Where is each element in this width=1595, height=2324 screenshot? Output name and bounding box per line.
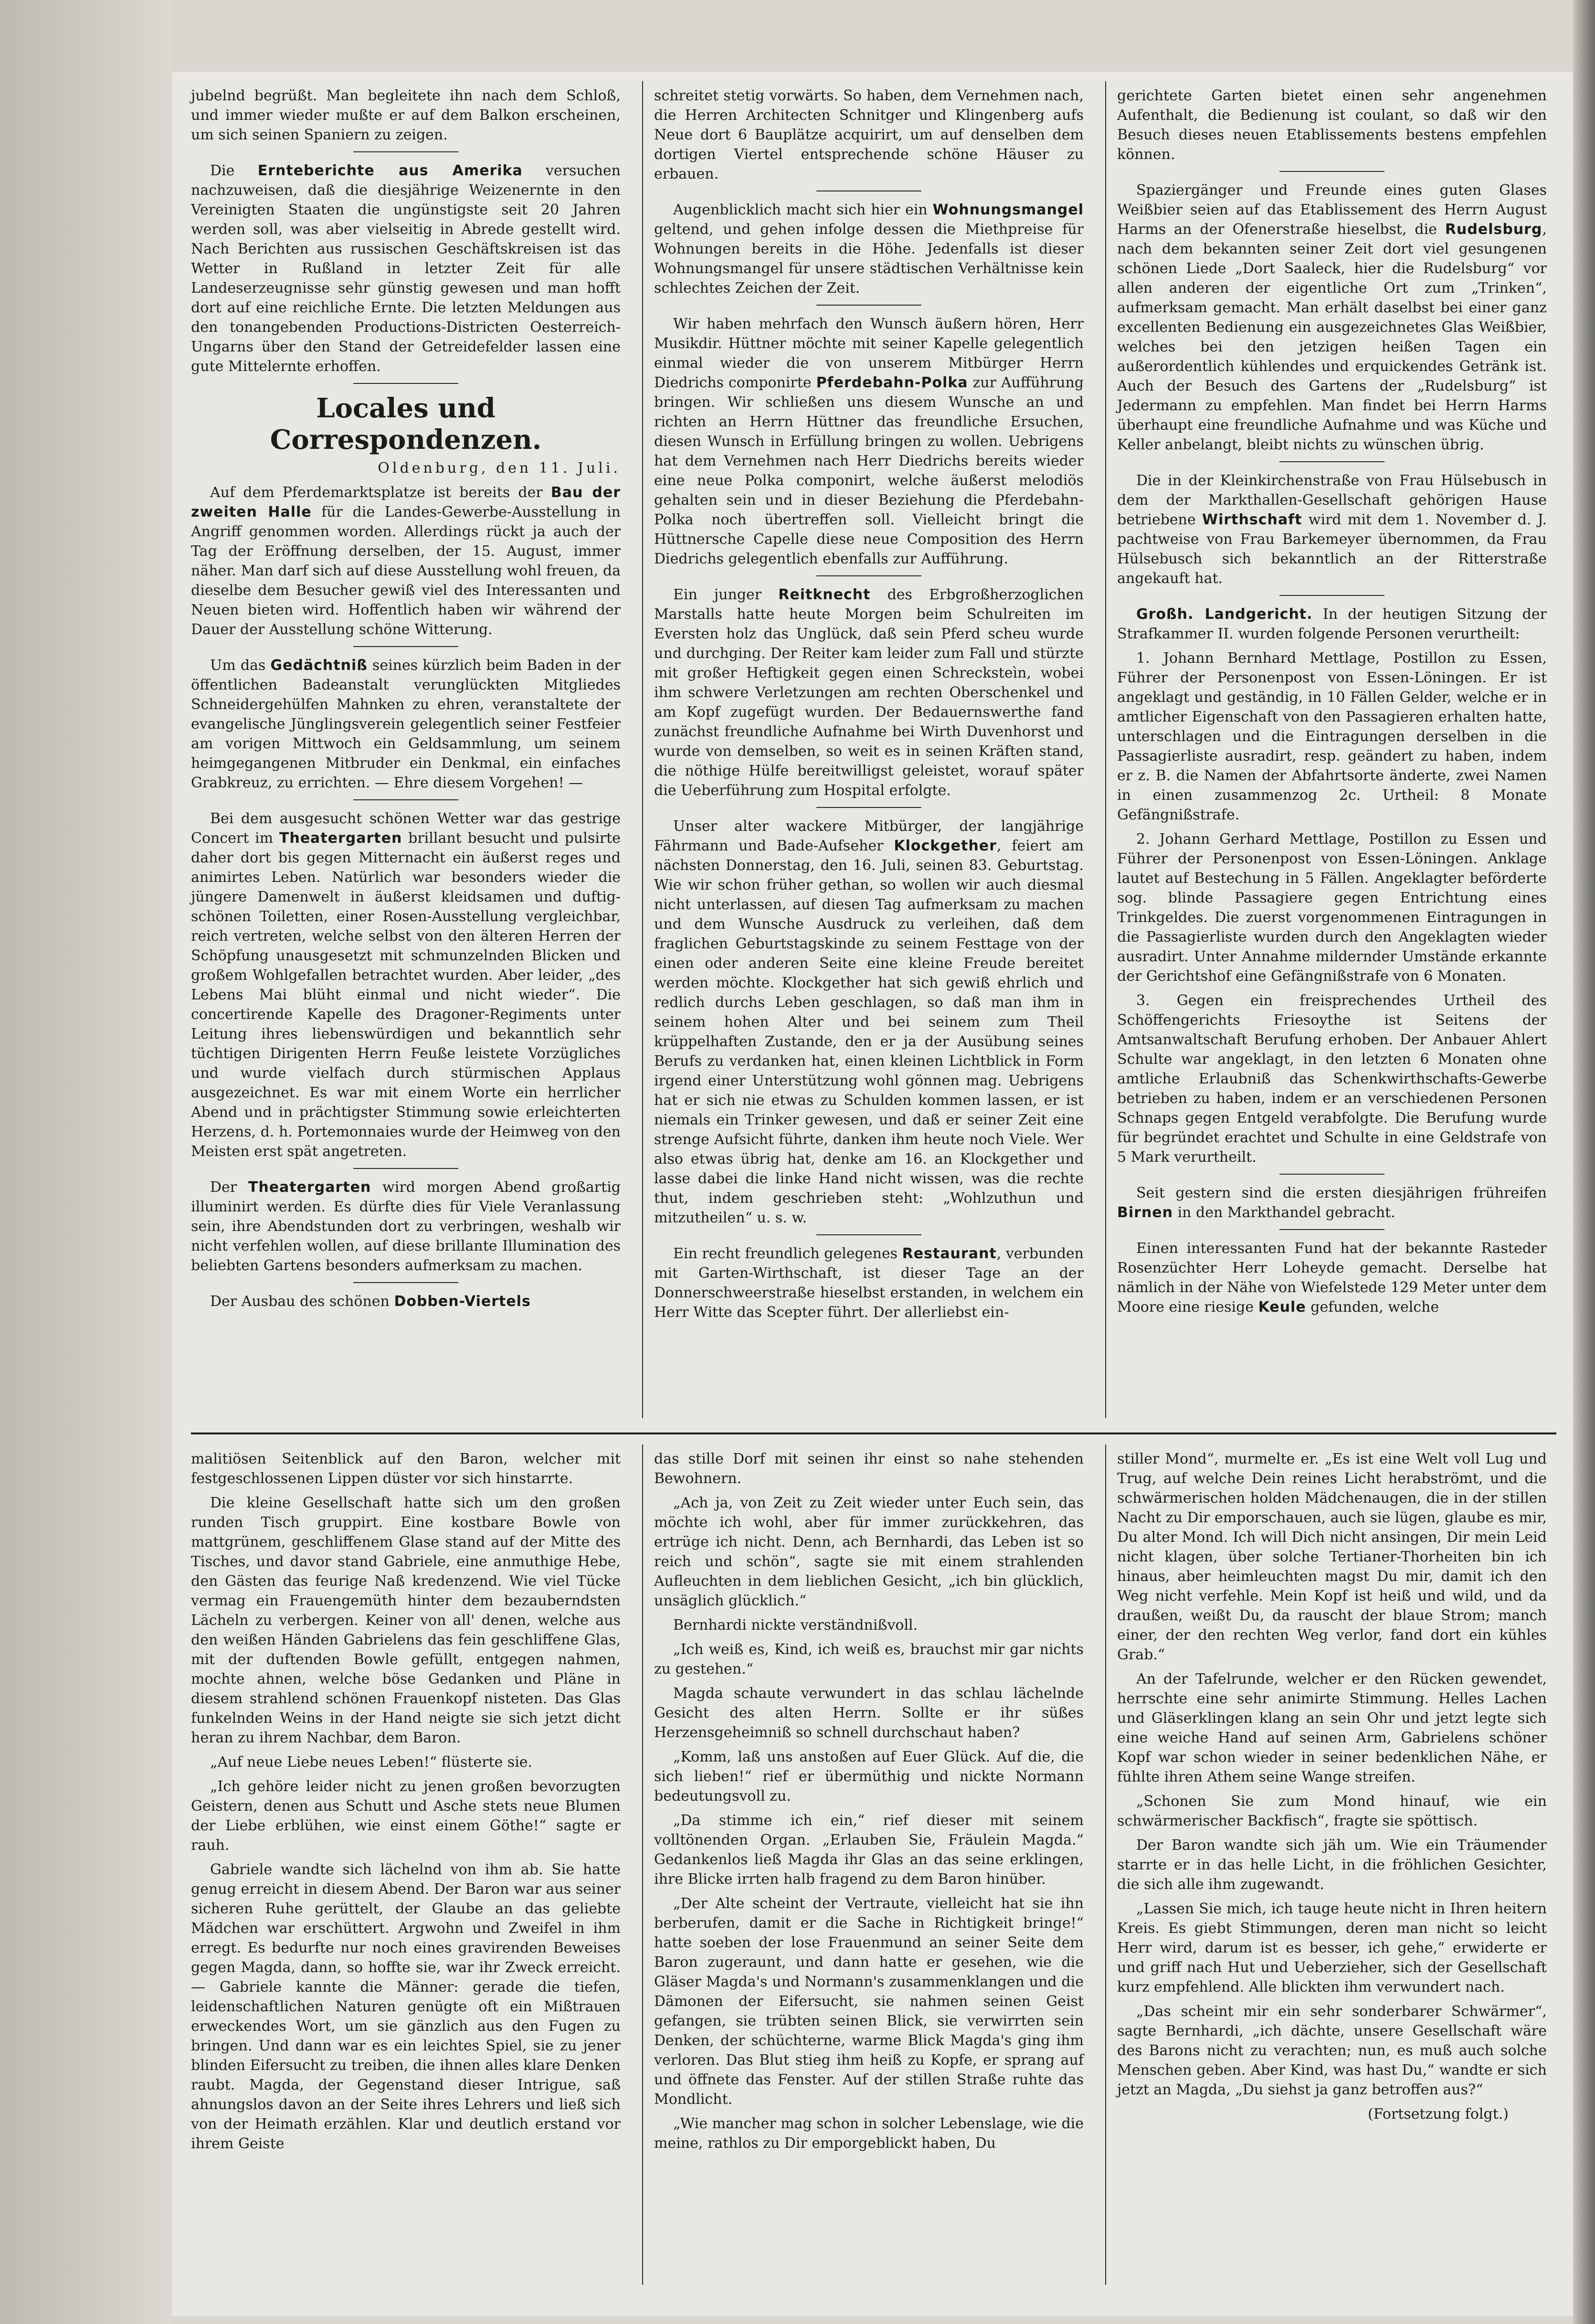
feuilleton-column-1 xyxy=(191,1449,621,2158)
column-rule xyxy=(1105,81,1106,1418)
paragraph: Die kleine Gesellschaft hatte sich um den großen runden Tisch gruppirt. Eine kostbare Bowle von mattgrünem, geschliffenem Glase stand auf der Mitte des Tisches, und davor stand Gabriele, eine anmuthige Hebe, den Gästen das feurige Naß kredenzend. Wie viel Tücke vermag ein Frauengemüth hinter dem bezauberndsten Lächeln zu verbergen. Keiner von all' denen, welche aus den weißen Händen Gabrielens das fein geschliffene Glas, mit der duftenden Bowle gefüllt, entgegen nahmen, mochte ahnen, welche böse Gedanken und Pläne in diesem strahlend schönen Frauenkopf nisteten. Das Glas funkelnden Weins in der Hand neigte sie sich jetzt dicht heran zu ihrem Nachbar, dem Baron. xyxy=(191,1495,621,1746)
paragraph: „Ich weiß es, Kind, ich weiß es, brauchst mir gar nichts zu gestehen.“ xyxy=(654,1641,1084,1677)
paragraph: Spaziergänger und Freunde eines guten Glases Weißbier seien auf das Etablissement des Herrn August Harms an der Ofenerstraße hieselbst, die Rudelsburg, nach dem bekannten seiner Zeit dort viel gesungenen schönen Liede „Dort Saaleck, hier die Rudelsburg“ vor allen anderen der eigentliche Ort zum „Trinken“, aufmerksam gemacht. Man erhält daselbst bei einer ganz excellenten Bedienung ein ausgezeichnetes Glas Weißbier, welches bei den jetzigen heißen Tagen ein außerordentlich kühlendes und erquickendes Getränk ist. Auch der Besuch des Gartens der „Rudelsburg“ ist Jedermann zu empfehlen. Man findet bei Herrn Harms überhaupt eine freundliche Aufnahme und was Küche und Keller anbelangt, bleibt nichts zu wünschen übrig. xyxy=(1117,182,1547,453)
paragraph: Wir haben mehrfach den Wunsch äußern hören, Herr Musikdir. Hüttner möchte mit seiner Kapelle gelegentlich einmal wieder die von unserem Mitbürger Herrn Diedrichs componirte Pferdebahn-Polka zur Aufführung bringen. Wir schließen uns diesem Wunsche an und richten an Herrn Hüttner das freundliche Ersuchen, diesen Wunsch in Erfüllung bringen zu wollen. Uebrigens hat dem Vernehmen nach Herr Diedrichs bereits wieder eine neue Polka componirt, welche äußerst melodiös gehalten sein und in dieser Beziehung die Pferdebahn-Polka noch übertreffen soll. Vielleicht bringt die Hüttnersche Capelle diese neue Composition des Herrn Diedrichs gelegentlich ebenfalls zur Aufführung. xyxy=(654,316,1084,567)
feuilleton-rule xyxy=(191,1433,1556,1434)
paragraph: Gabriele wandte sich lächelnd von ihm ab. Sie hatte genug erreicht in diesem Abend. Der Baron war aus seiner sicheren Ruhe gerüttelt, der Glaube an das geliebte Mädchen war erschüttert. Argwohn und Zweifel in ihm erregt. Es bedurfte nur noch eines gravirenden Beweises gegen Magda, dann, so hoffte sie, war ihr Zweck erreicht. — Gabriele kannte die Männer: gerade die tiefen, leidenschaftlichen Naturen genügte oft ein Mißtrauen erweckendes Wort, um sie gänzlich aus den Fugen zu bringen. Und dann war es ein leichtes Spiel, sie zu jener blinden Eifersucht zu treiben, die ihnen alles klare Denken raubt. Magda, der Gegenstand dieser Intrigue, saß ahnungslos davon an der Seite ihres Lehrers und ließ sich von der Heimath erzählen. Klar und deutlich erstand vor ihrem Geiste xyxy=(191,1861,621,2152)
paragraph: Einen interessanten Fund hat der bekannte Rasteder Rosenzüchter Herr Loheyde gemacht. Derselbe hat nämlich in der Nähe von Wiefelstede 129 Meter unter dem Moore eine riesige Keule gefunden, welche xyxy=(1117,1240,1547,1316)
paragraph: Der Theatergarten wird morgen Abend großartig illuminirt werden. Es dürfte dies für Viele Veranlassung sein, ihre Abendstunden dort zu verbringen, weshalb wir nicht verfehlen wollen, auf diese brillante Illumination des beliebten Gartens besonders aufmerksam zu machen. xyxy=(191,1179,621,1274)
paragraph: gerichtete Garten bietet einen sehr angenehmen Aufenthalt, die Bedienung ist coulant, so daß wir den Besuch dieses neuen Etablissements bestens empfehlen können. xyxy=(1117,87,1547,163)
paragraph: „Komm, laß uns anstoßen auf Euer Glück. Auf die, die sich lieben!“ rief er übermüthig und nickte Normann bedeutungsvoll zu. xyxy=(654,1749,1084,1804)
paragraph: schreitet stetig vorwärts. So haben, dem Vernehmen nach, die Herren Architecten Schnitger und Klingenberg aufs Neue dort 6 Bauplätze acquirirt, um auf denselben dem dortigen Viertel entsprechende schöne Häuser zu erbauen. xyxy=(654,87,1084,182)
column-rule xyxy=(1105,1444,1106,2285)
page-edge xyxy=(1573,0,1595,2324)
paragraph: „Da stimme ich ein,“ rief dieser mit seinem volltönenden Organ. „Erlauben Sie, Fräulein Magda.“ Gedankenlos ließ Magda ihr Glas an das seine erklingen, ihre Blicke irrten halb fragend zu dem Baron hinüber. xyxy=(654,1812,1084,1888)
paragraph: Die Ernteberichte aus Amerika versuchen nachzuweisen, daß die diesjährige Weizenernte in den Vereinigten Staaten die ungünstigste seit 20 Jahren werden soll, was aber vielseitig in Abrede gestellt wird. Nach Berichten aus russischen Geschäftskreisen ist das Wetter in Rußland in letzter Zeit für alle Landeserzeugnisse sehr günstig gewesen und man hofft dort auf eine reichliche Ernte. Die letzten Meldungen aus den tonangebenden Productions-Districten Oesterreich-Ungarns über den Stand der Getreidefelder lassen eine gute Mittelernte erhoffen. xyxy=(191,162,621,375)
separator xyxy=(1279,595,1384,596)
separator xyxy=(353,799,458,800)
paragraph: „Lassen Sie mich, ich tauge heute nicht in Ihren heitern Kreis. Es giebt Stimmungen, deren man nicht so leicht Herr wird, darum ist es besser, ich gehe,“ erwiderte er und griff nach Hut und Ueberzieher, sich der Gesellschaft kurz empfehlend. Alle blickten ihm verwundert nach. xyxy=(1117,1900,1547,1995)
paragraph: „Wie mancher mag schon in solcher Lebenslage, wie die meine, rathlos zu Dir emporgeblickt haben, Du xyxy=(654,2115,1084,2152)
separator xyxy=(1279,171,1384,172)
paragraph: Ein recht freundlich gelegenes Restaurant, verbunden mit Garten-Wirthschaft, ist dieser Tage an der Donnerschweerstraße hieselbst erstanden, in welchem ein Herr Witte das Scepter führt. Der allerliebst ein- xyxy=(654,1245,1084,1321)
paragraph: malitiösen Seitenblick auf den Baron, welcher mit festgeschlossenen Lippen düster vor sich hinstarrte. xyxy=(191,1451,621,1487)
separator xyxy=(353,1282,458,1283)
separator xyxy=(1279,1174,1384,1175)
separator xyxy=(816,807,921,808)
paragraph: Um das Gedächtniß seines kürzlich beim Baden in der öffentlichen Badeanstalt verunglückten Mitgliedes Schneidergehülfen Mahnken zu ehren, veranstaltete der evangelische Jünglingsverein gelegentlich seiner Festfeier am vorigen Mittwoch ein Geldsammlung, um seinem heimgegangenen Mitbruder ein Denkmal, ein einfaches Grabkreuz, zu errichten. — Ehre diesem Vorgehen! — xyxy=(191,657,621,791)
paragraph: Der Baron wandte sich jäh um. Wie ein Träumender starrte er in das helle Licht, in die fröhlichen Gesichter, die sich alle ihm zugewandt. xyxy=(1117,1837,1547,1893)
paragraph: Augenblicklich macht sich hier ein Wohnungsmangel geltend, und gehen infolge dessen die Miethpreise für Wohnungen bereits in die Höhe. Jedenfalls ist dieser Wohnungsmangel für unsere städtischen Verhältnisse kein schlechtes Zeichen der Zeit. xyxy=(654,202,1084,297)
paragraph: 2. Johann Gerhard Mettlage, Postillon zu Essen und Führer der Personenpost von Essen-Löningen. Anklage lautet auf Bestechung in 5 Fällen. Angeklagter beförderte sog. blinde Passagiere gegen Entrichtung eines Trinkgeldes. Die zuerst vorgenommenen Eintragungen in die Passagierliste wurden durch den Angeklagten wieder ausradirt. Unter Annahme mildernder Umstände erkannte der Gerichtshof eine Gefängnißstrafe von 6 Monaten. xyxy=(1117,831,1547,985)
paragraph: Seit gestern sind die ersten diesjährigen frühreifen Birnen in den Markthandel gebracht. xyxy=(1117,1185,1547,1221)
feuilleton-column-2 xyxy=(654,1449,1084,2158)
paragraph: „Ach ja, von Zeit zu Zeit wieder unter Euch sein, das möchte ich wohl, aber für immer zurückkehren, das ertrüge ich nicht. Denn, ach Bernhardi, das Leben ist so reich und schön“, sagte sie mit einem strahlenden Aufleuchten in dem lieblichen Gesicht, „ich bin glücklich, unsäglich glücklich.“ xyxy=(654,1495,1084,1609)
paragraph: „Schonen Sie zum Mond hinauf, wie ein schwärmerischer Backfisch“, fragte sie spöttisch. xyxy=(1117,1793,1547,1829)
book-spine xyxy=(0,0,172,2324)
paragraph: „Ich gehöre leider nicht zu jenen großen bevorzugten Geistern, denen aus Schutt und Asche stets neue Blumen der Liebe erblühen, wie einst einem Göthe!“ sagte er rauh. xyxy=(191,1778,621,1854)
paragraph: Bei dem ausgesucht schönen Wetter war das gestrige Concert im Theatergarten brillant besucht und pulsirte daher dort bis gegen Mitternacht ein äußerst reges und animirtes Leben. Natürlich war besonders wieder die jüngere Damenwelt in äußerst kleidsamen und duftig-schönen Toiletten, einer Rosen-Ausstellung vergleichbar, reich vertreten, welche selbst von den älteren Herren der Schöpfung unausgesetzt mit schmunzelnden Blicken und großem Wohlgefallen betrachtet wurden. Aber leider, „des Lebens Mai blüht einmal und nicht wieder“. Die concertirende Kapelle des Dragoner-Regiments unter Leitung ihres liebenswürdigen und bekanntlich sehr tüchtigen Dirigenten Herrn Feuße leistete Vorzügliches und wurde vielfach durch stürmischen Applaus ausgezeichnet. Es war mit einem Worte ein herrlicher Abend und in prächtigster Stimmung sowie erleichterten Herzens, d. h. Portemonnaies wurde der Heimweg von den Meisten erst spät angetreten. xyxy=(191,810,621,1160)
column-rule xyxy=(642,1444,643,2285)
paragraph: Der Ausbau des schönen Dobben-Viertels xyxy=(210,1293,531,1310)
separator xyxy=(816,575,921,576)
separator xyxy=(353,1168,458,1169)
newspaper-page xyxy=(172,72,1585,2316)
column-rule xyxy=(642,81,643,1418)
paragraph: Ein junger Reitknecht des Erbgroßherzoglichen Marstalls hatte heute Morgen beim Schulreiten im Eversten holz das Unglück, daß sein Pferd scheu wurde und durchging. Der Reiter kam leider zum Fall und stürzte mit großer Heftigkeit gegen einen Schrecksteìn, wobei ihm schwere Verletzungen am rechten Oberschenkel und am Kopf zugefügt wurden. Der Bedauernswerthe fand zunächst freundliche Aufnahme bei Wirth Duvenhorst und wurde von demselben, so weit es in seinen Kräften stand, die nöthige Hülfe bereitwilligst geleistet, worauf später die Ueberführung zum Hospital erfolgte. xyxy=(654,586,1084,799)
paragraph: Auf dem Pferdemarktsplatze ist bereits der Bau der zweiten Halle für die Landes-Gewerbe-Ausstellung in Angriff genommen worden. Allerdings rückt ja auch der Tag der Eröffnung derselben, der 15. August, immer näher. Man darf sich auf diese Ausstellung wohl freuen, da dieselbe dem Besucher gewiß viel des Interessanten und Neuen bieten wird. Hoffentlich haben wir während der Dauer der Ausstellung schöne Witterung. xyxy=(191,484,621,638)
paragraph: „Der Alte scheint der Vertraute, vielleicht hat sie ihn berberufen, damit er die Sache in Richtigkeit bringe!“ hatte soeben der lose Frauenmund an seiner Seite dem Baron zugeraunt, und dann hatte er gesehen, wie die Gläser Magda's und Normann's zusammenklangen und die Dämonen der Eifersucht, sie nahmen seinen Geist gefangen, sie trübten seinen Blick, sie verwirrten sein Denken, der schüchterne, warme Blick Magda's ging ihm verloren. Das Blut stieg ihm heiß zu Kopfe, er sprang auf und öffnete das Fenster. Auf der stillen Straße ruhte das Mondlicht. xyxy=(654,1895,1084,2108)
paragraph: 1. Johann Bernhard Mettlage, Postillon zu Essen, Führer der Personenpost von Essen-Löningen. Er ist angeklagt und geständig, in 10 Fällen Gelder, welche er in amtlicher Eigenschaft von den Passagieren erhalten hatte, unterschlagen und die Eintragungen derselben in die Passagierliste ausradirt, resp. geändert zu haben, indem er z. B. die Namen der Abfahrtsorte änderte, zwei Namen in einen zusammenzog 2c. Urtheil: 8 Monate Gefängnißstrafe. xyxy=(1117,650,1547,823)
news-column-1 xyxy=(191,86,621,1316)
news-column-3 xyxy=(1117,86,1547,1322)
dateline: Oldenburg, den 11. Juli. xyxy=(378,460,621,477)
feuilleton-section xyxy=(191,1444,1556,2285)
separator xyxy=(1279,461,1384,462)
paragraph: jubelnd begrüßt. Man begleitete ihn nach dem Schloß, und immer wieder mußte er auf dem Balkon erscheinen, um sich seinen Spaniern zu zeigen. xyxy=(191,87,621,143)
separator xyxy=(353,646,458,647)
separator xyxy=(1279,1229,1384,1230)
paragraph: Magda schaute verwundert in das schlau lächelnde Gesicht des alten Herrn. Sollte er ihr süßes Herzensgeheimniß so schnell durchschaut haben? xyxy=(654,1685,1084,1741)
paragraph: Die in der Kleinkirchenstraße von Frau Hülsebusch in dem der Markthallen-Gesellschaft gehörigen Hause betriebene Wirthschaft wird mit dem 1. November d. J. pachtweise von Frau Barkemeyer übernommen, da Frau Hülsebusch sich bekanntlich an der Ritterstraße angekauft hat. xyxy=(1117,472,1547,587)
paragraph: „Das scheint mir ein sehr sonderbarer Schwärmer“, sagte Bernhardi, „ich dächte, unsere Gesellschaft wäre des Barons nicht zu verachten; nun, es muß auch solche Menschen geben. Aber Kind, was hast Du,“ wandte er sich jetzt an Magda, „Du siehst ja ganz betroffen aus?“ xyxy=(1117,2003,1547,2098)
separator xyxy=(816,305,921,306)
continuation-note: (Fortsetzung folgt.) xyxy=(1368,2106,1509,2122)
paragraph: Unser alter wackere Mitbürger, der langjährige Fährmann und Bade-Aufseher Klockgether, feiert am nächsten Donnerstag, den 16. Juli, seinen 83. Geburtstag. Wie wir schon früher gethan, so wollen wir auch diesmal nicht unterlassen, auf diesen Tag aufmerksam zu machen und dem Wunsche Ausdruck zu verleihen, daß dem fraglichen Geburtstagskinde zu seinem Festtage von der einen oder anderen Seite eine kleine Freude bereitet werden möchte. Klockgether hat sich gewiß ehrlich und redlich durchs Leben geschlagen, so daß man ihm in seinem hohen Alter und bei seinem zum Theil krüppelhaften Zustande, den er ja der Ausübung seines Berufs zu verdanken hat, einen kleinen Lichtblick in Form irgend einer Unterstützung wohl gönnen mag. Uebrigens hat er sich nie etwas zu Schulden kommen lassen, er ist niemals ein Trinker gewesen, und daß er seiner Zeit eine strenge Aufsicht führte, danken ihm heute noch Viele. Wer also etwas übrig hat, denke am 16. an Klockgether und lasse dabei die linke Hand nicht wissen, was die rechte thut, indem geschrieben steht: „Wohlzuthun und mitzutheilen“ u. s. w. xyxy=(654,818,1084,1226)
paragraph: Großh. Landgericht. In der heutigen Sitzung der Strafkammer II. wurden folgende Personen verurtheilt: xyxy=(1117,606,1547,642)
section-heading: Locales und Correspondenzen. xyxy=(270,393,542,456)
news-section xyxy=(191,72,1556,1428)
paragraph: Bernhardi nickte verständnißvoll. xyxy=(673,1617,918,1634)
paragraph: stiller Mond“, murmelte er. „Es ist eine Welt voll Lug und Trug, auf welche Dein reines Licht herabströmt, und die schwärmerischen holden Mädchenaugen, die in der stillen Nacht zu Dir emporschauen, auch sie lügen, glaube es mir, Du alter Mond. Ich will Dich nicht ansingen, Dir mein Leid nicht klagen, über solche Tertianer-Thorheiten bin ich hinaus, aber heimleuchten magst Du mir, damit ich den Weg nicht verfehle. Mein Kopf ist heiß und wild, und da draußen, weißt Du, da rauscht der blaue Strom; manch einer, der den rechten Weg verlor, fand dort ein kühles Grab.“ xyxy=(1117,1451,1547,1663)
paragraph: 3. Gegen ein freisprechendes Urtheil des Schöffengerichts Friesoythe ist Seitens der Amtsanwaltschaft Berufung erhoben. Der Anbauer Ahlert Schulte war angeklagt, in den letzten 6 Monaten ohne amtliche Erlaubniß das Schenkwirthschafts-Gewerbe betrieben zu haben, indem er an verschiedenen Personen Schnaps gegen Entgeld verabfolgte. Die Berufung wurde für begründet erachtet und Schulte in eine Geldstrafe von 5 Mark verurtheilt. xyxy=(1117,992,1547,1166)
paragraph: „Auf neue Liebe neues Leben!“ flüsterte sie. xyxy=(210,1754,533,1771)
separator xyxy=(353,151,458,152)
feuilleton-column-3 xyxy=(1117,1449,1547,2124)
separator xyxy=(816,1234,921,1235)
separator xyxy=(353,383,458,384)
paragraph: das stille Dorf mit seinen ihr einst so nahe stehenden Bewohnern. xyxy=(654,1451,1084,1487)
paragraph: An der Tafelrunde, welcher er den Rücken gewendet, herrschte eine sehr animirte Stimmung. Helles Lachen und Gläserklingen klang an sein Ohr und jetzt legte sich eine weiche Hand auf seinen Arm, Gabrielens schöner Kopf war schon wieder in seiner bedenklichen Nähe, er fühlte ihren Athem seine Wange streifen. xyxy=(1117,1671,1547,1785)
news-column-2 xyxy=(654,86,1084,1327)
